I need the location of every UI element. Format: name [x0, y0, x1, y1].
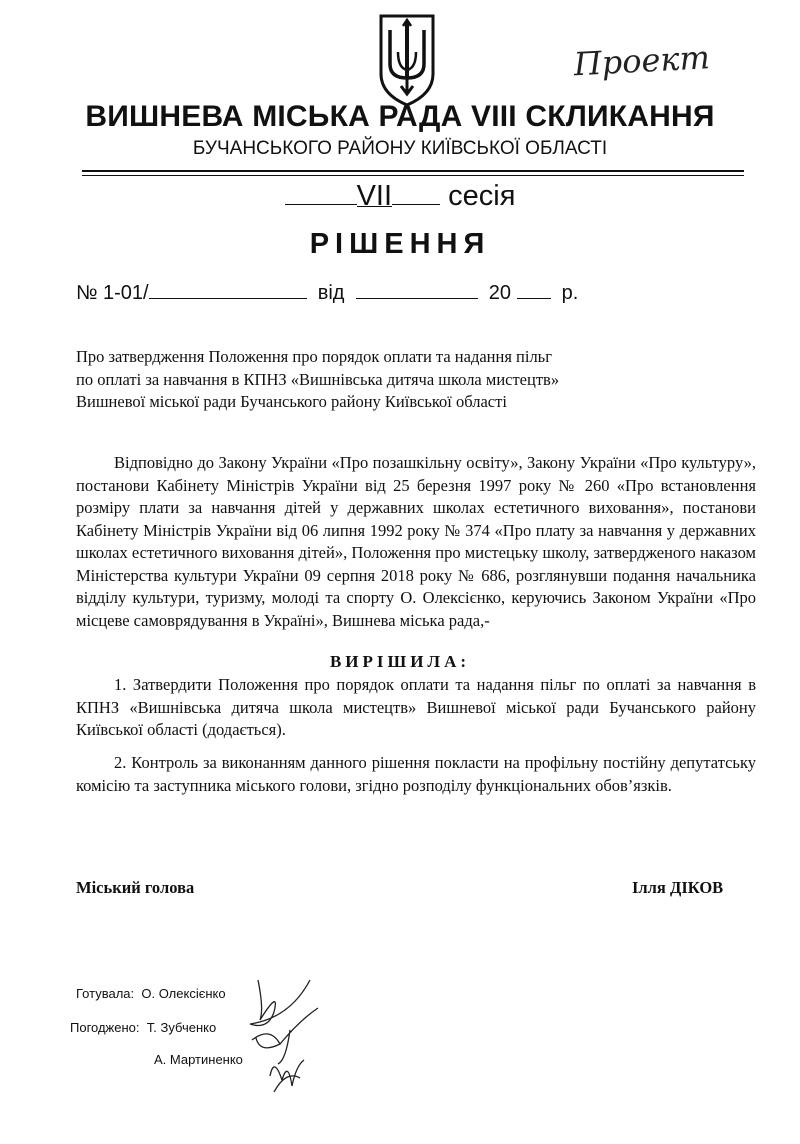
year-blank [517, 280, 551, 299]
header-rule-thick [82, 170, 744, 172]
number-prefix: № 1-01/ [76, 282, 149, 304]
preamble-text: Відповідно до Закону України «Про позашкільну освіту», Закону України «Про культуру», постанови Кабінету Міністрів України від 25 березня 1997 року № 260 «Про встановлення розміру плати за навчання дітей у державних школах естетичного виховання», постанови Кабінету Міністрів України від 06 липня 1992 року № 374 «Про плату за навчання у державних школах естетичного виховання дітей», Положення про мистецьку школу, затвердженого наказом Міністерства культури України 09 серпня 2018 року № 686, розглянувши подання начальника відділу культури, туризму, молоді та спорту О. Олексієнко, керуючись Законом України «Про місцеве самоврядування в Україні», Вишнева міська рада,- [76, 453, 756, 630]
year-prefix: 20 [488, 282, 511, 304]
from-label: від [317, 282, 345, 304]
prepared-by [76, 986, 226, 1001]
council-title: ВИШНЕВА МІСЬКА РАДА VIII СКЛИКАННЯ [85, 100, 715, 133]
resolution-item-2: 2. Контроль за виконанням данного рішення покласти на профільну постійну депутатську комісію та заступника міського голови, згідно розподілу функціональних обов’язків. [76, 753, 756, 795]
session-number: VII [356, 180, 393, 212]
blank-line [285, 178, 357, 205]
document-type: РІШЕННЯ [309, 228, 491, 260]
handwritten-note [568, 36, 718, 86]
session-label: сесія [448, 180, 516, 212]
agreed-name-2: А. Мартиненко [154, 1052, 243, 1067]
agreed-name-1: Т. Зубченко [146, 1020, 217, 1035]
agreed-by [70, 1020, 216, 1035]
handwritten-signature [230, 960, 350, 1110]
prepared-label: Готувала: [76, 986, 135, 1001]
number-blank [149, 280, 307, 299]
number-line [76, 280, 578, 305]
mayor-role: Міський голова [76, 878, 195, 897]
resolved-heading: ВИРІШИЛА: [329, 652, 471, 671]
session-line [0, 178, 800, 213]
council-region: БУЧАНСЬКОГО РАЙОНУ КИЇВСЬКОЇ ОБЛАСТІ [192, 138, 608, 159]
year-suffix: р. [561, 282, 579, 304]
blank-line [392, 178, 440, 205]
resolution-item-1: 1. Затвердити Положення про порядок оплати та надання пільг по оплаті за навчання в КПНЗ «Вишнівська дитяча школа мистецтв» Вишневої міської ради Бучанського району Київської області (додається). [76, 675, 756, 739]
coat-of-arms-icon [376, 12, 438, 108]
agreed-label: Погоджено: [70, 1020, 140, 1035]
mayor-name: Ілля ДІКОВ [632, 878, 724, 897]
svg-text:Проект: Проект [572, 38, 711, 84]
decision-subject: Про затвердження Положення про порядок оплати та надання пільг по оплаті за навчання в КПНЗ «Вишнівська дитяча школа мистецтв» Вишневої міської ради Бучанського району Київської області [76, 347, 560, 411]
prepared-name: О. Олексієнко [141, 986, 226, 1001]
date-blank [356, 280, 478, 299]
header-rule-thin [82, 175, 744, 176]
